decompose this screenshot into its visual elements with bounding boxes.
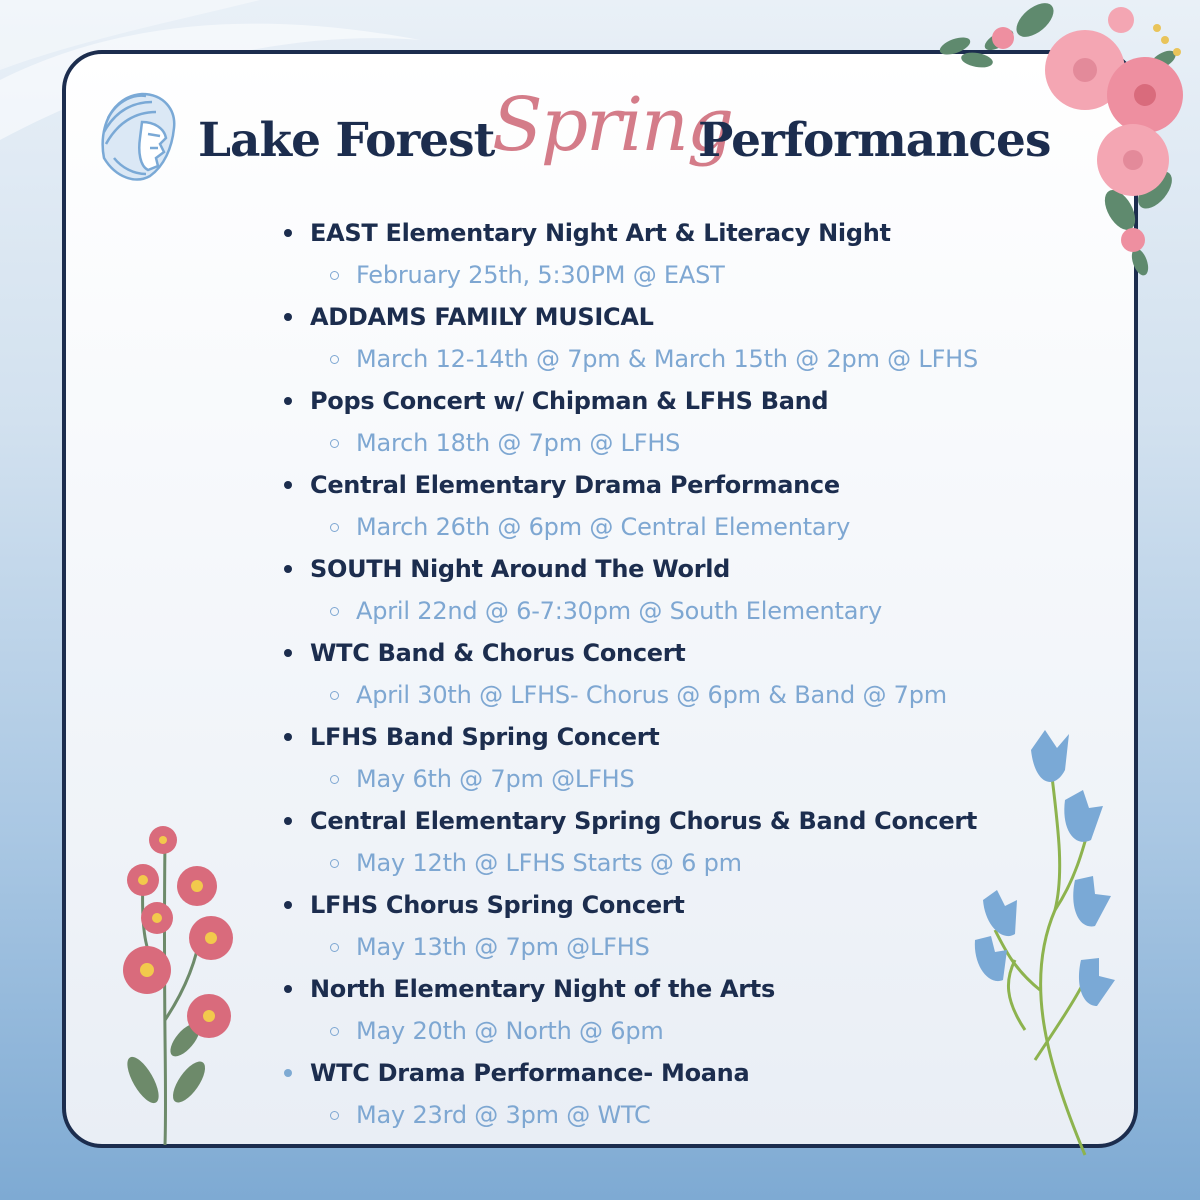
event-detail: May 6th @ 7pm @LFHS xyxy=(284,758,1044,800)
event-title: WTC Band & Chorus Concert xyxy=(284,632,1044,674)
event-detail: February 25th, 5:30PM @ EAST xyxy=(284,254,1044,296)
event-title: SOUTH Night Around The World xyxy=(284,548,1044,590)
event-title: Central Elementary Spring Chorus & Band Concert xyxy=(284,800,1044,842)
event-title: Pops Concert w/ Chipman & LFHS Band xyxy=(284,380,1044,422)
red-flower-stem-decoration xyxy=(105,820,255,1150)
event-title: WTC Drama Performance- Moana xyxy=(284,1052,1044,1094)
event-detail: March 26th @ 6pm @ Central Elementary xyxy=(284,506,1044,548)
event-detail: May 12th @ LFHS Starts @ 6 pm xyxy=(284,842,1044,884)
event-list xyxy=(284,212,1044,1136)
event-title: ADDAMS FAMILY MUSICAL xyxy=(284,296,1044,338)
title-spring-script: Spring xyxy=(492,82,733,168)
event-detail: March 12-14th @ 7pm & March 15th @ 2pm @ LFHS xyxy=(284,338,1044,380)
pink-flower-cluster-decoration xyxy=(915,0,1200,300)
event-detail: May 13th @ 7pm @LFHS xyxy=(284,926,1044,968)
event-detail: May 23rd @ 3pm @ WTC xyxy=(284,1094,1044,1136)
event-detail: April 30th @ LFHS- Chorus @ 6pm & Band @ 7pm xyxy=(284,674,1044,716)
event-title: LFHS Chorus Spring Concert xyxy=(284,884,1044,926)
title-performances: Performances xyxy=(698,113,1051,168)
event-title: EAST Elementary Night Art & Literacy Night xyxy=(284,212,1044,254)
event-title: Central Elementary Drama Performance xyxy=(284,464,1044,506)
spartan-helmet-logo xyxy=(94,88,180,184)
title-lake-forest: Lake Forest xyxy=(198,113,495,168)
event-detail: May 20th @ North @ 6pm xyxy=(284,1010,1044,1052)
event-detail: March 18th @ 7pm @ LFHS xyxy=(284,422,1044,464)
event-detail: April 22nd @ 6-7:30pm @ South Elementary xyxy=(284,590,1044,632)
event-title: LFHS Band Spring Concert xyxy=(284,716,1044,758)
event-title: North Elementary Night of the Arts xyxy=(284,968,1044,1010)
blue-bellflower-decoration xyxy=(965,730,1130,1160)
